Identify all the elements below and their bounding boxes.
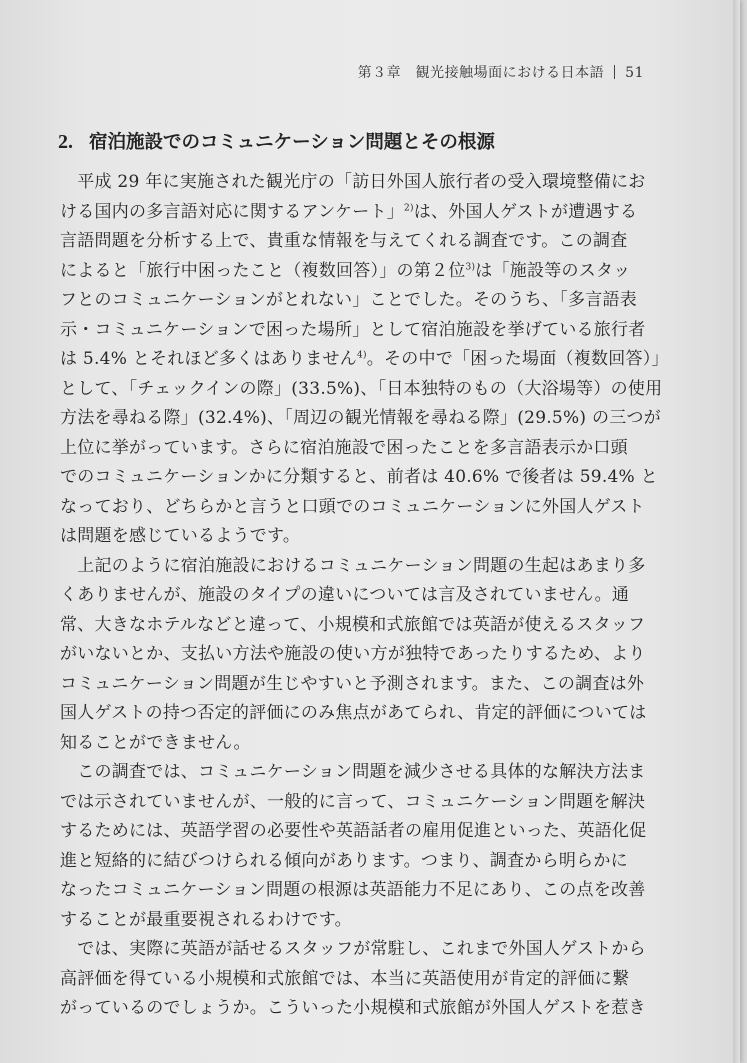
- text-line: [60, 463, 658, 493]
- line-text: くありませんが、施設のタイプの違いについては言及されていません。通: [60, 585, 630, 605]
- text-line: [60, 404, 661, 434]
- section-heading: [58, 128, 495, 154]
- page-edge: [733, 0, 740, 1063]
- text-line: [60, 168, 646, 198]
- text-line: [60, 640, 646, 670]
- footnote-ref[interactable]: 2): [403, 202, 414, 213]
- paragraph: [60, 168, 669, 552]
- chapter-title: 第３章 観光接触場面における日本語: [357, 65, 605, 81]
- line-text: 知ることができません。: [60, 732, 251, 753]
- line-text: 進と短絡的に結びつけられる傾向があります。つまり、調査から明らかに: [60, 850, 628, 871]
- text-line: [60, 286, 640, 316]
- line-text: 上位に挙がっています。さらに宿泊施設で困ったことを多言語表示か口頭: [60, 437, 628, 458]
- line-text: なっており、どちらかと言うと口頭でのコミュニケーションに外国人ゲスト: [60, 496, 645, 517]
- line-text: 平成 29 年に実施された観光庁の「訪日外国人旅行者の受入環境整備にお: [60, 172, 646, 192]
- line-text: することが最重要視されるわけです。: [60, 909, 352, 930]
- line-text: 国人ゲストの持つ否定的評価にのみ焦点があてられ、肯定的評価については: [60, 703, 647, 723]
- line-text: は問題を感じているようです。: [60, 526, 301, 546]
- text-line: [60, 198, 640, 228]
- body-text: [60, 168, 669, 1024]
- paragraph: [60, 935, 646, 1024]
- page-number: 51: [625, 65, 644, 81]
- paragraph: [60, 552, 647, 759]
- text-line: [60, 994, 646, 1024]
- line-text: によると「旅行中困ったこと（複数回答）」の第２位: [60, 260, 466, 281]
- line-text: では示されていませんが、一般的に言って、コミュニケーション問題を解決: [60, 791, 646, 812]
- line-text: フとのコミュニケーションがとれない」ことでした。そのうち、「多言語表: [60, 290, 637, 310]
- line-text-continued: 。その中で「困った場面（複数回答）」: [366, 349, 669, 369]
- text-line: [60, 375, 663, 405]
- running-header: [358, 62, 644, 82]
- line-text: は 5.4% とそれほど多くはありません: [60, 349, 357, 369]
- text-line: [60, 581, 640, 611]
- text-line: [60, 670, 645, 700]
- text-line: [60, 965, 640, 995]
- footnote-ref[interactable]: 4): [357, 350, 367, 361]
- line-text: 高評価を得ている小規模和式旅館では、本当に英語使用が肯定的評価に繋: [60, 968, 630, 989]
- text-line: [60, 522, 640, 552]
- text-line: [60, 493, 645, 523]
- text-line: [60, 345, 669, 375]
- section-number: 2.: [58, 131, 73, 153]
- header-separator: [614, 65, 615, 79]
- text-line: [60, 876, 646, 906]
- text-line: [60, 935, 646, 965]
- line-text: では、実際に英語が話せるスタッフが常駐し、これまで外国人ゲストから: [60, 939, 646, 959]
- text-line: [60, 788, 646, 818]
- text-line: [60, 316, 646, 346]
- line-text: でのコミュニケーションかに分類すると、前者は 40.6% で後者は 59.4% と: [60, 467, 658, 487]
- line-text: 方法を尋ねる際」(32.4%)、「周辺の観光情報を尋ねる際」(29.5%) の三つが: [60, 408, 661, 428]
- line-text: なったコミュニケーション問題の根源は英語能力不足にあり、この点を改善: [60, 880, 646, 900]
- line-text: ける国内の多言語対応に関するアンケート」: [60, 201, 404, 222]
- line-text-continued: は「施設等のスタッ: [475, 260, 631, 281]
- line-text: コミュニケーション問題が生じやすいと予測されます。また、この調査は外: [60, 673, 645, 694]
- text-line: [60, 817, 647, 847]
- text-line: [60, 257, 640, 287]
- line-text: するためには、英語学習の必要性や英語話者の雇用促進といった、英語化促: [60, 821, 647, 841]
- text-line: [60, 227, 640, 257]
- text-line: [60, 552, 646, 582]
- footnote-ref[interactable]: 3): [465, 261, 476, 272]
- line-text-continued: は、外国人ゲストが遭遇する: [413, 201, 638, 222]
- line-text: 示・コミュニケーションで困った場所」として宿泊施設を挙げている旅行者: [60, 319, 646, 340]
- line-text: 常、大きなホテルなどと違って、小規模和式旅館では英語が使えるスタッフ: [60, 614, 646, 635]
- line-text: がいないとか、支払い方法や施設の使い方が独特であったりするため、より: [60, 644, 646, 664]
- line-text: として、「チェックインの際」(33.5%)、「日本独特のもの（大浴場等）の使用: [60, 378, 663, 399]
- line-text: 上記のように宿泊施設におけるコミュニケーション問題の生起はあまり多: [60, 555, 646, 576]
- section-title: 宿泊施設でのコミュニケーション問題とその根源: [89, 132, 495, 153]
- text-line: [60, 611, 646, 641]
- line-text: 言語問題を分析する上で、貴重な情報を与えてくれる調査です。この調査: [60, 231, 628, 251]
- paragraph: [60, 758, 647, 935]
- text-line: [60, 434, 640, 464]
- text-line: [60, 729, 640, 759]
- text-line: [60, 847, 640, 877]
- text-line: [60, 906, 640, 936]
- text-line: [60, 758, 646, 788]
- line-text: がっているのでしょうか。こういった小規模和式旅館が外国人ゲストを惹き: [60, 998, 646, 1018]
- text-line: [60, 699, 647, 729]
- line-text: この調査では、コミュニケーション問題を減少させる具体的な解決方法ま: [60, 762, 646, 782]
